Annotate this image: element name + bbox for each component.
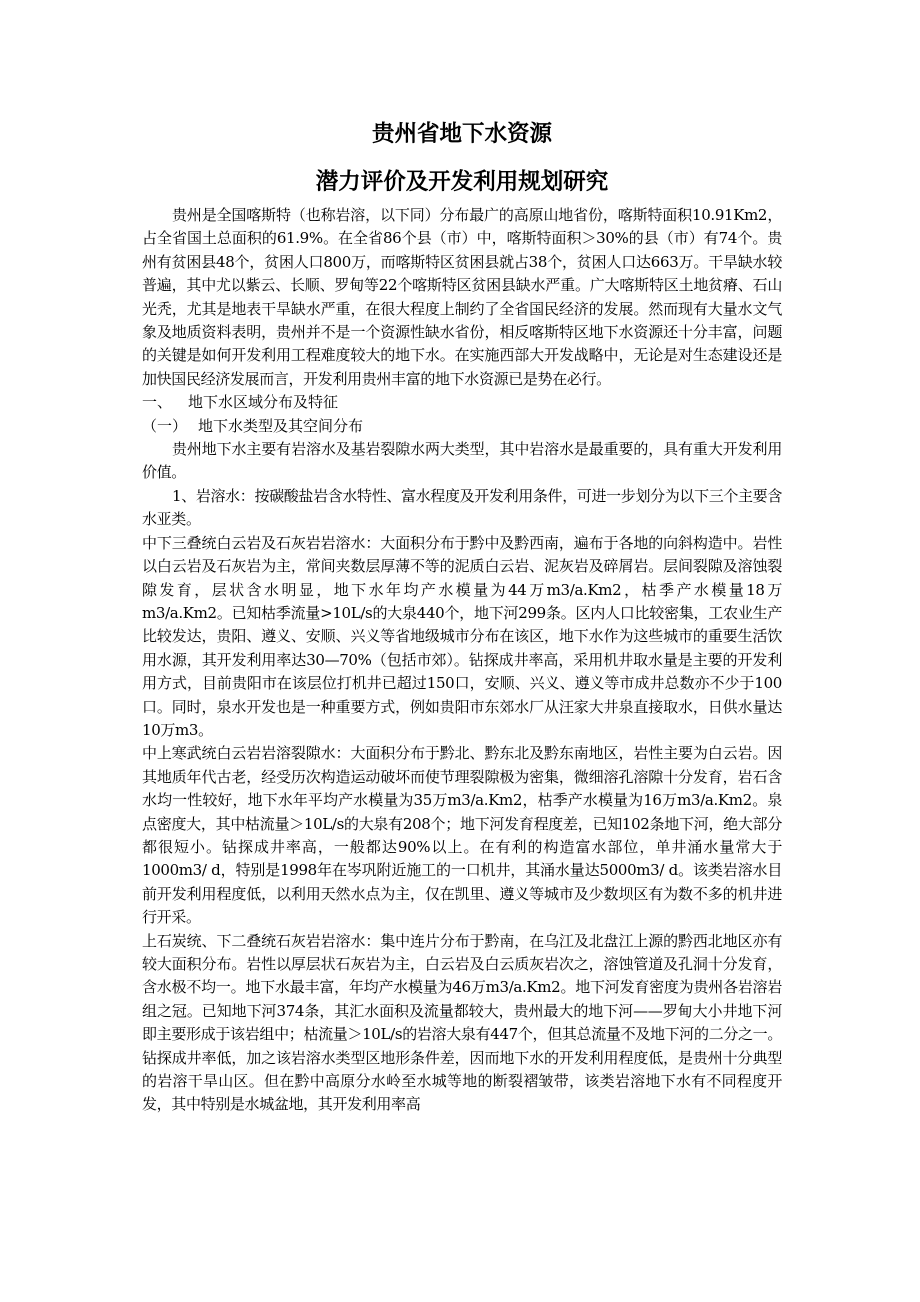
aquifer-carboniferous-paragraph: 上石炭统、下二叠统石灰岩岩溶水：集中连片分布于黔南，在乌江及北盘江上源的黔西北地区亦有较大面积分布。岩性以厚层状石灰岩为主，白云岩及白云质灰岩次之，溶蚀管道及孔洞十分发育，含水极不均一。地下水最丰富，年均产水模量为46万m3/a.Km2。地下河发育密度为贵州各岩溶岩组之冠。已知地下河374条，其汇水面积及流量都较大，贵州最大的地下河——罗甸大小井地下河即主要形成于该岩组中；枯流量＞10L/s的岩溶大泉有447个，但其总流量不及地下河的二分之一。钻探成井率低，加之该岩溶水类型区地形条件差，因而地下水的开发利用程度低，是贵州十分典型的岩溶干旱山区。但在黔中高原分水岭至水城等地的断裂褶皱带，该类岩溶地下水有不同程度开发，其中特别是水城盆地，其开发利用率高 (142, 931, 782, 1114)
document-title-line-1: 贵州省地下水资源 (371, 121, 552, 147)
intro-paragraph: 贵州是全国喀斯特（也称岩溶，以下同）分布最广的高原山地省份，喀斯特面积10.91Km2，占全省国土总面积的61.9%。在全省86个县（市）中，喀斯特面积＞30%的县（市）有74个。贵州有贫困县48个，贫困人口800万，而喀斯特区贫困县就占38个，贫困人口达663万。干旱缺水较普遍，其中尤以紫云、长顺、罗甸等22个喀斯特区贫困县缺水严重。广大喀斯特区土地贫瘠、石山光秃，尤其是地表干旱缺水严重，在很大程度上制约了全省国民经济的发展。然而现有大量水文气象及地质资料表明，贵州并不是一个资源性缺水省份，相反喀斯特区地下水资源还十分丰富，问题的关键是如何开发利用工程难度较大的地下水。在实施西部大开发战略中，无论是对生态建设还是加快国民经济发展而言，开发利用贵州丰富的地下水资源已是势在必行。 (142, 206, 782, 388)
section-heading-1 (142, 391, 782, 414)
document-title-line-2: 潜力评价及开发利用规划研究 (315, 169, 609, 195)
aquifer-triassic-paragraph: 中下三叠统白云岩及石灰岩岩溶水：大面积分布于黔中及黔西南，遍布于各地的向斜构造中。岩性以白云岩及石灰岩为主，常间夹数层厚薄不等的泥质白云岩、泥灰岩及碎屑岩。层间裂隙及溶蚀裂隙发育，层状含水明显，地下水年均产水模量为44万m3/a.Km2，枯季产水模量18万m3/a.Km2。已知枯季流量>10L/s的大泉440个，地下河299条。区内人口比较密集，工农业生产比较发达，贵阳、遵义、安顺、兴义等省地级城市分布在该区，地下水作为这些城市的重要生活饮用水源，其开发利用率达30—70%（包括市郊）。钻探成井率高，采用机井取水量是主要的开发利用方式，目前贵阳市在该层位打机井已超过150口，安顺、兴义、遵义等市成井总数亦不少于100口。同时，泉水开发也是一种重要方式，例如贵阳市东郊水厂从汪家大井泉直接取水，日供水量达10万m3。 (142, 533, 782, 739)
section-number: 一、 (142, 393, 173, 412)
document-page (142, 112, 782, 1117)
groundwater-types-paragraph: 贵州地下水主要有岩溶水及基岩裂隙水两大类型，其中岩溶水是最重要的，具有重大开发利用价值。 (142, 440, 782, 482)
subsection-number: （一） (142, 416, 188, 435)
section-title: 地下水区域分布及特征 (188, 393, 339, 412)
aquifer-cambrian-paragraph: 中上寒武统白云岩岩溶裂隙水：大面积分布于黔北、黔东北及黔东南地区，岩性主要为白云岩。因其地质年代古老，经受历次构造运动破坏而使节理裂隙极为密集，微细溶孔溶隙十分发育，岩石含水均一性较好，地下水年平均产水模量为35万m3/a.Km2，枯季产水模量为16万m3/a.Km2。泉点密度大，其中枯流量＞10L/s的大泉有208个；地下河发育程度差，已知102条地下河，绝大部分都很短小。钻探成井率高，一般都达90%以上。在有利的构造富水部位，单井涌水量常大于1000m3/ d，特别是1998年在岑巩附近施工的一口机井，其涌水量达5000m3/ d。该类岩溶水目前开发利用程度低，以利用天然水点为主，仅在凯里、遵义等城市及少数坝区有为数不多的机井进行开采。 (142, 744, 782, 927)
subsection-heading-1 (142, 415, 782, 438)
karst-water-paragraph: 1、岩溶水：按碳酸盐岩含水特性、富水程度及开发利用条件，可进一步划分为以下三个主要含水亚类。 (142, 486, 782, 529)
subsection-title: 地下水类型及其空间分布 (198, 416, 364, 435)
